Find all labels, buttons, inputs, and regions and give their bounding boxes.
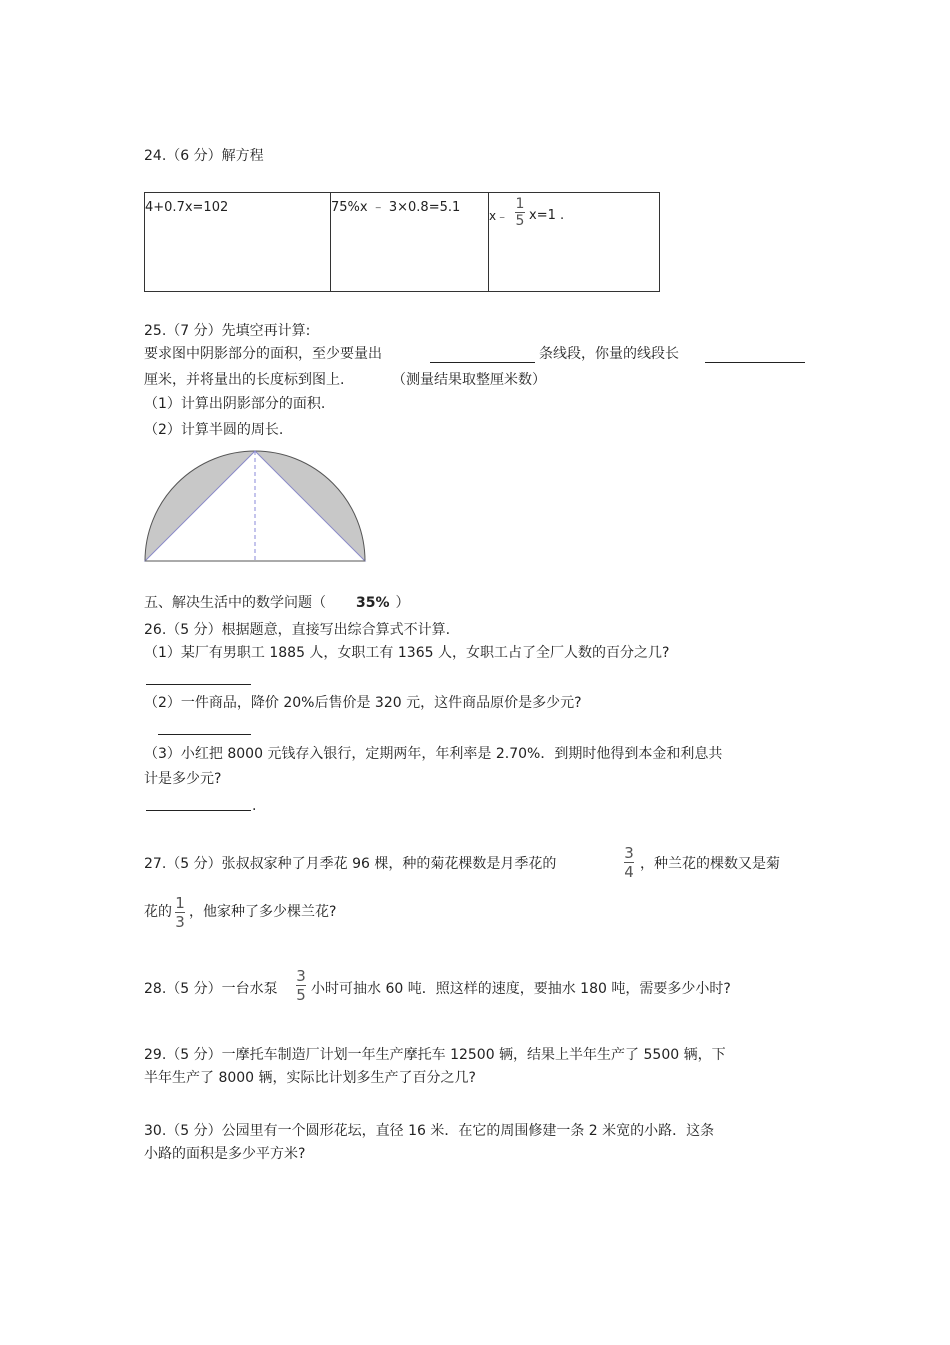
q26-part3a: （3）小红把 8000 元钱存入银行，定期两年，年利率是 2.70%．到期时他得到本金和利息共 [144,746,723,762]
equation-2: 75%x ﹣ 3×0.8=5.1 [331,200,461,215]
equation-3-suffix: x=1 . [529,208,565,223]
q25-line2b: （测量结果取整厘米数） [392,372,546,388]
q27-line1b: ，种兰花的棵数又是菊 [640,856,780,872]
equation-3-fraction [515,197,525,228]
q24-heading: 24.（6 分）解方程 [144,148,264,164]
section5-title [144,594,410,612]
section5-percent: 35% [356,595,390,611]
segment-count-blank[interactable] [430,362,535,363]
section5-title-text: 五、解决生活中的数学问题（ [144,595,326,611]
fraction-denominator: 3 [175,913,185,931]
fraction-numerator: 1 [515,196,525,212]
q26-heading: 26.（5 分）根据题意，直接写出综合算式不计算. [144,622,451,638]
semicircle-figure [140,444,372,568]
q27-line2a: 花的 [144,904,172,920]
q26-answer3-blank[interactable] [146,810,251,811]
q25-sub1: （1）计算出阴影部分的面积. [144,396,326,412]
q27-line1a: 27.（5 分）张叔叔家种了月季花 96 棵，种的菊花棵数是月季花的 [144,856,557,872]
q27-line2b: ，他家种了多少棵兰花? [189,904,337,920]
q26-answer2-blank[interactable] [158,734,251,735]
q26-part2: （2）一件商品，降价 20%后售价是 320 元，这件商品原价是多少元? [144,695,582,711]
q28-fraction-three-fifths [296,968,306,1003]
fraction-numerator: 3 [624,844,634,862]
section5-close: ） [395,595,410,611]
q27-fraction-one-third [175,895,185,930]
equation-cell-1 [145,193,331,292]
q30-line1: 30.（5 分）公园里有一个圆形花坛，直径 16 米．在它的周围修建一条 2 米宽的小路．这条 [144,1123,715,1139]
equation-3-prefix: x﹣ [489,209,509,223]
equation-table [144,192,660,292]
q25-heading: 25.（7 分）先填空再计算: [144,323,311,339]
fraction-denominator: 5 [296,986,306,1004]
q30-line2: 小路的面积是多少平方米? [144,1146,306,1162]
equation-cell-3 [489,193,660,292]
q25-line1a: 要求图中阴影部分的面积，至少要量出 [144,346,382,362]
q28-text-b: 小时可抽水 60 吨．照这样的速度，要抽水 180 吨，需要多少小时? [311,981,731,997]
equation-1: 4+0.7x=102 [145,200,229,215]
fraction-denominator: 5 [515,213,525,229]
segment-length-blank[interactable] [705,362,805,363]
fraction-numerator: 3 [296,967,306,985]
q27-fraction-three-quarters [624,845,634,880]
equation-cell-2 [331,193,489,292]
q25-line2a: 厘米，并将量出的长度标到图上. [144,372,345,388]
q29-line1: 29.（5 分）一摩托车制造厂计划一年生产摩托车 12500 辆，结果上半年生产了 5500 辆，下 [144,1047,726,1063]
fraction-denominator: 4 [624,863,634,881]
q26-end-period: . [252,798,257,814]
q29-line2: 半年生产了 8000 辆，实际比计划多生产了百分之几? [144,1070,476,1086]
q26-part3b: 计是多少元? [144,771,222,787]
q25-sub2: （2）计算半圆的周长. [144,422,284,438]
q28-text-a: 28.（5 分）一台水泵 [144,981,278,997]
q25-line1b: 条线段，你量的线段长 [539,346,679,362]
fraction-numerator: 1 [175,894,185,912]
q26-part1: （1）某厂有男职工 1885 人，女职工有 1365 人，女职工占了全厂人数的百分之几? [144,645,670,661]
q26-answer1-blank[interactable] [146,684,251,685]
